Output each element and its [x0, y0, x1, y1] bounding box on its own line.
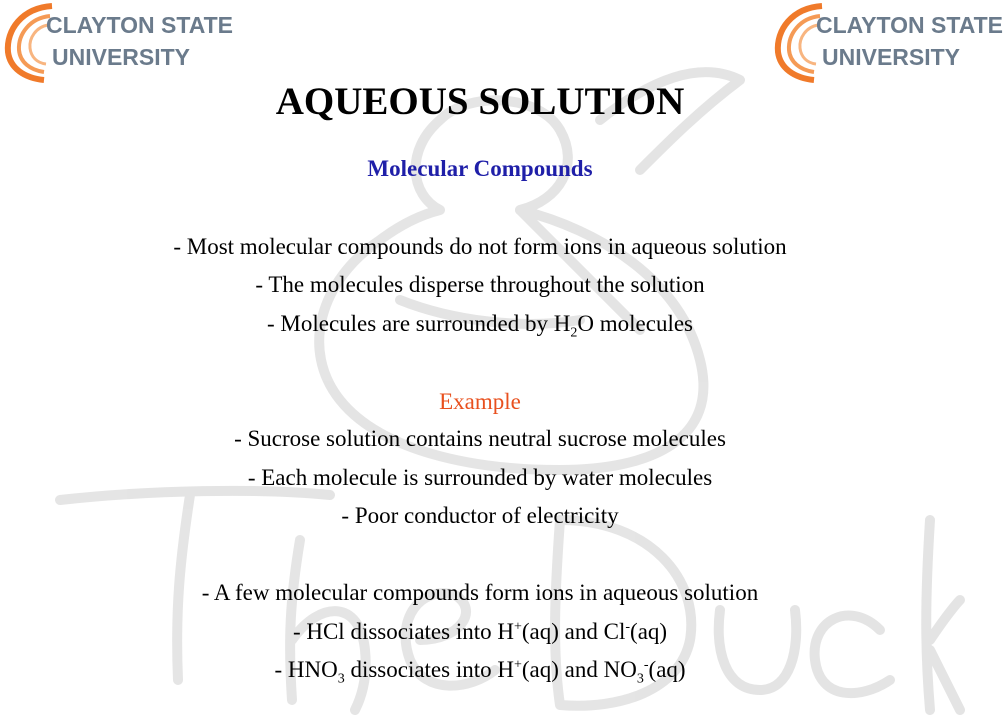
bullet-line: - The molecules disperse throughout the solution: [255, 272, 705, 297]
slide-title: AQUEOUS SOLUTION: [275, 80, 685, 123]
text-fragment: - HNO: [274, 657, 338, 682]
logo-text-line1: CLAYTON STATE: [816, 12, 1003, 38]
superscript: +: [513, 657, 522, 673]
text-fragment: (aq) and NO: [521, 657, 637, 682]
logo-text-line1: CLAYTON STATE: [46, 12, 233, 38]
bullet-line: - A few molecular compounds form ions in aqueous solution: [201, 580, 759, 605]
text-fragment: (aq): [630, 619, 668, 644]
bullet-line: - Each molecule is surrounded by water molecules: [247, 465, 713, 490]
section-heading-molecular-compounds: Molecular Compounds: [367, 156, 593, 181]
clayton-state-logo-right: [770, 0, 1003, 84]
text-fragment: O molecules: [577, 311, 693, 336]
text-fragment: - Molecules are surrounded by H: [267, 311, 571, 336]
text-fragment: (aq) and Cl: [521, 619, 626, 644]
bullet-line-hno3: [0, 657, 960, 687]
logo-text-line2: UNIVERSITY: [52, 44, 191, 70]
text-fragment: - HCl dissociates into H: [292, 619, 514, 644]
text-fragment: (aq): [648, 657, 686, 682]
bullet-line-h2o: [0, 311, 960, 341]
subscript: 3: [636, 671, 644, 687]
clayton-state-logo-left: [0, 0, 233, 84]
bullet-line: - Sucrose solution contains neutral sucrose molecules: [234, 426, 726, 451]
bullet-line-hcl: [0, 619, 960, 645]
subscript: 2: [570, 325, 578, 341]
superscript: -: [625, 619, 631, 635]
logo-text-line2: UNIVERSITY: [822, 44, 961, 70]
bullet-line: - Poor conductor of electricity: [341, 503, 619, 528]
example-heading: Example: [439, 389, 521, 414]
superscript: -: [643, 657, 649, 673]
bullet-line: - Most molecular compounds do not form ions in aqueous solution: [173, 234, 787, 259]
subscript: 3: [337, 671, 345, 687]
text-fragment: dissociates into H: [344, 657, 514, 682]
superscript: +: [513, 619, 522, 635]
